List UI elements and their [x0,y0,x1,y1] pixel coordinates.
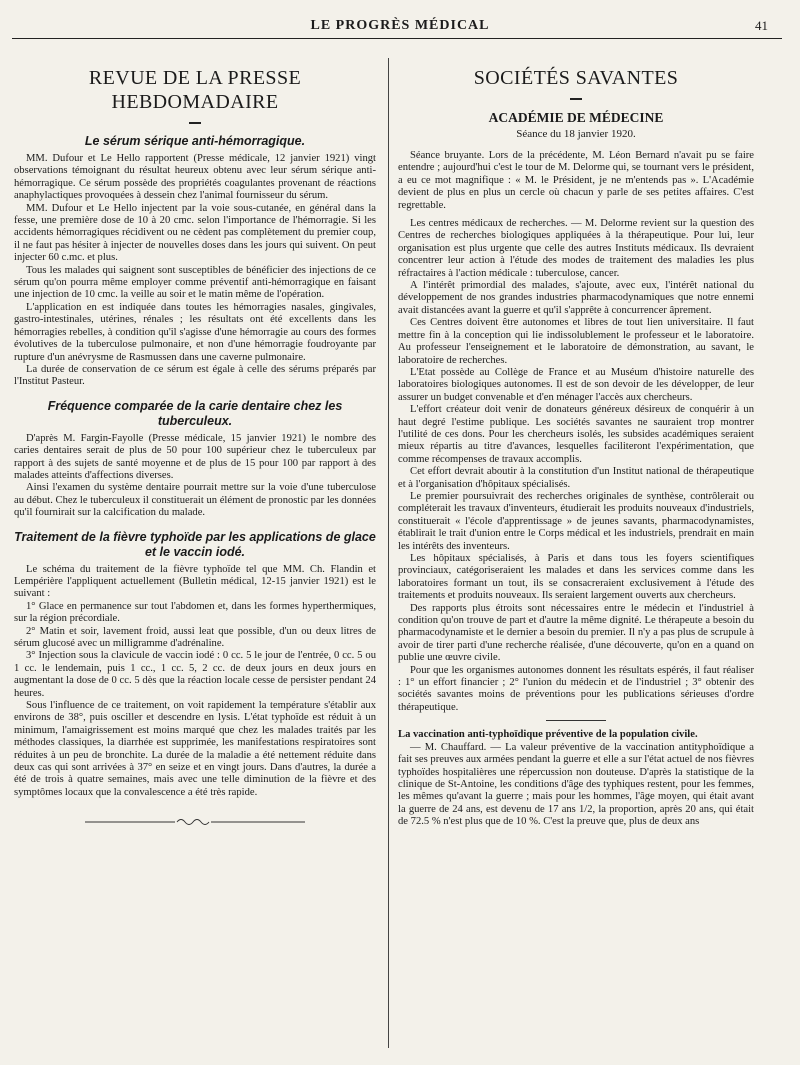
article-paragraph: 3° Injection sous la clavicule de vaccin iodé : 0 cc. 5 le jour de l'entrée, 0 cc. 5 ou 1 cc. le lendemain, puis 1 cc., 1 cc. 5, 2 cc. de deux jours en deux jours en augmentant la dose de 0 cc. 5 dès que la réaction locale cesse de persister pendant 24 heures. [14,650,376,699]
report-paragraph: Cet effort devrait aboutir à la constitution d'un Institut national de thérapeutique et à l'organisation d'hôpitaux spécialisés. [398,466,754,490]
journal-title: LE PROGRÈS MÉDICAL [310,18,490,33]
article-paragraph: MM. Dufour et Le Hello injectent par la voie sous-cutanée, en général dans la fesse, une première dose de 10 à 20 cmc. selon l'importance de l'hémorragie. Si les accidents hémorragiques récidivent ou ne cèdent pas complètement du premier coup, il ne faut pas hésiter à injecter de nouvelles doses dans les jours qui suivent. On peut injecter 60 c.mc. et plus. [14,202,376,264]
report-paragraph: Ces Centres doivent être autonomes et libres de tout lien universitaire. Il faut mettre fin à la conception qui lie indissolublement le professeur et le laboratoire. Au professeur l'enseignement et le laboratoire de démonstration, au savant, le laboratoire de recherches. [398,317,754,366]
article-paragraph: 2° Matin et soir, lavement froid, aussi leat que possible, d'un ou deux litres de sérum glucosé avec un milligramme d'adrénaline. [14,625,376,649]
report-paragraph: L'Etat possède au Collège de France et au Muséum d'histoire naturelle des laboratoires biologiques autonomes. Il est de son devoir de les développer, de leur assurer un budget convenable et d'en ménager l'accès aux chercheurs. [398,366,754,403]
article-paragraph: Sous l'influence de ce traitement, on voit rapidement la température s'établir aux environs de 38°, puis osciller et descendre en lysis. L'état typhoïde est réduit à un minimum, l'amaigrissement est moins marqué que chez les malades traités par les méthodes classiques, la diarrhée est supprimée, les manifestations respiratoires sont réduites à un peu de bronchite. La durée de la maladie a été nettement réduite dans deux cas qui sont arrivées à 37° en seize et en vingt jours. Dans d'autres, la durée a été de trois à quatre semaines, mais avec une telle diminution de la fièvre et des symptômes locaux que la convalescence a été très rapide. [14,700,376,798]
report-paragraph: Le premier poursuivrait des recherches originales de synthèse, contrôlerait ou compléterait les travaux d'inventeurs, étudierait les produits nouveaux d'industriels, constituerait « l'école d'apprentissage » de jeunes savants, pharmacodynamistes, établirait le trait d'union entre le Corps médical et les industriels, prendrait en main les intérêts des inventeurs. [398,490,754,552]
article-paragraph: Tous les malades qui saignent sont susceptibles de bénéficier des injections de ce sérum qu'on pourra même employer comme préventif anti-hémorragique en faisant une injection de 10 cmc. la veille au soir et le matin même de l'opération. [14,264,376,301]
separator-rule [546,720,606,721]
page-header [8,18,792,36]
article-title: Traitement de la fièvre typhoïde par les applications de glace et le vaccin iodé. [14,529,376,559]
left-column [14,66,376,827]
society-name: ACADÉMIE DE MÉDECINE [488,110,664,125]
report-paragraph: A l'intérêt primordial des malades, s'ajoute, avec eux, l'intérêt national du développement de nos grandes industries pharmacodynamiques que notre ennemi avait distancées avant la guerre et qu'il s'apprête à concurrencer âprement. [398,280,754,316]
column-divider [388,58,389,1048]
article-paragraph: 1° Glace en permanence sur tout l'abdomen et, dans les formes hyperthermiques, sur la région précordiale. [14,600,376,625]
report-paragraph: Les centres médicaux de recherches. — M. Delorme revient sur la question des Centres de recherches biologiques appliquées à la thérapeutique. Pour lui, leur organisation est plus urgente que celle des autres Instituts médicaux. Ils devraient concentrer leur action à l'étude des modes de traitement des maladies les plus réfractaires à l'action médicale : tuberculose, cancer. [398,218,754,279]
vaccination-heading: La vaccination anti-typhoïdique préventive de la population civile. [398,729,698,741]
article-paragraph: L'application en est indiquée dans toutes les hémorragies nasales, gingivales, gastro-intestinales, utérines, rénales ; les résultats ont été excellents dans les hémorragies rebelles, à condition qu'il s'agisse d'une hémorragie au cours des formes évolutives de la tuberculose pulmonaire, et non d'une hémorragie foudroyante par rupture d'un anévrysme de Rasmussen dans une caverne pulmonaire. [14,301,376,363]
article-paragraph: D'après M. Fargin-Fayolle (Presse médicale, 15 janvier 1921) le nombre des caries dentaires serait de plus de 50 pour 100 supérieur chez le tuberculeux par rapport à des sujets de santé moyenne et de plus de 15 pour 100 par rapport à des malades atteints d'affections diverses. [14,432,376,481]
report-paragraph: Des rapports plus étroits sont nécessaires entre le médecin et l'industriel à condition qu'on trouve de part et d'autre la même dignité. Le thérapeute a besoin du pharmacodynamiste et le dernier a besoin du premier. Il n'y a pas plus de scrupule à avoir de tirer parti d'une recherche réalisée, d'une découverte, qu'on en a quand on publie une œuvre civile. [398,602,754,664]
article-paragraph: MM. Dufour et Le Hello rapportent (Presse médicale, 12 janvier 1921) vingt observations témoignant du résultat heureux obtenu avec leur sérum sérique anti-hémorragique. Ce sérum possède des propriétés coagulantes provenant de réactions anaphylactiques provoquées à dessein chez l'animal fournisseur du sérum. [14,153,376,202]
page-number: 41 [755,18,768,33]
report-paragraph: L'effort créateur doit venir de donateurs généreux désireux de conquérir à un haut degré l'estime publique. Les sociétés savantes ne sauraient trop montrer l'utilité de ces dons. Pour les chercheurs isolés, les subsides académiques seraient mieux répartis au titre d'avances, lesquelles faciliteront l'expérimentation, que comme récompenses de travaux accomplis. [398,404,754,465]
report-paragraph: Pour que les organismes autonomes donnent les résultats espérés, il faut réaliser : 1° un effort financier ; 2° l'union du médecin et de l'industriel ; 3° obtenir des sociétés savantes moins de préventions pour les publications sérieuses d'ordre thérapeutique. [398,664,754,713]
article-title: Fréquence comparée de la carie dentaire chez les tuberculeux. [47,398,343,428]
vaccination-paragraph: — M. Chauffard. — La valeur préventive de la vaccination antityphoïdique a fait ses preuves aux armées pendant la guerre et elle a sur l'état actuel de nos fièvres typhoïdes hospitalières une répercussion non douteuse. D'après la statistique de la clinique de St-Antoine, les conditions d'âge des typhiques restent, pour les femmes, les mêmes qu'avant la guerre ; mais pour les hommes, l'âge moyen, qui était avant la guerre de 24 ans, est devenu de 17 ans 1/2, la proportion, après 20 ans, qui était de 72.5 % n'est plus que de 10 %. C'est la preuve que, plus de deux ans [398,741,754,828]
session-date: Séance du 18 janvier 1920. [516,128,636,140]
header-rule [12,38,782,39]
article-paragraph: La durée de conservation de ce sérum est égale à celle des sérums préparés par l'Institut Pasteur. [14,363,376,388]
article-paragraph: Le schéma du traitement de la fièvre typhoïde tel que MM. Ch. Flandin et Lempérière l'appliquent actuellement (Bulletin médical, 12-15 janvier 1921) est le suivant : [14,563,376,600]
section-title-societes: SOCIÉTÉS SAVANTES [473,67,679,89]
title-dash [570,98,582,100]
article-paragraph: Ainsi l'examen du système dentaire pourrait mettre sur la voie d'une tuberculose au début. Chez le tuberculeux il constituerait un élément de pronostic par les données qu'il fournirait sur la calcification du malade. [14,482,376,519]
end-ornament [85,817,305,827]
section-title-revue: REVUE DE LA PRESSE HEBDOMADAIRE [88,67,302,113]
report-paragraph: Les hôpitaux spécialisés, à Paris et dans tous les foyers scientifiques provinciaux, catégoriseraient les malades et dans les services comme dans les laboratoires formant un tout, ils se consacreraient exclusivement à l'étude des traitements et produits nouveaux. Ils seraient largement ouverts aux chercheurs. [398,553,754,602]
title-dash [189,122,201,124]
report-paragraph: Séance bruyante. Lors de la précédente, M. Léon Bernard n'avait pu se faire entendre ; aujourd'hui c'est le tour de M. Delorme qui, se tournant vers le président, a eu ce mot magnifique : « M. le Président, je ne m'entends pas ». L'Académie devient de plus en plus un cercle où chacun y parle de ses petites affaires. C'est regrettable. [398,150,754,211]
article-title: Le sérum sérique anti-hémorragique. [84,134,306,148]
right-column [398,66,754,829]
